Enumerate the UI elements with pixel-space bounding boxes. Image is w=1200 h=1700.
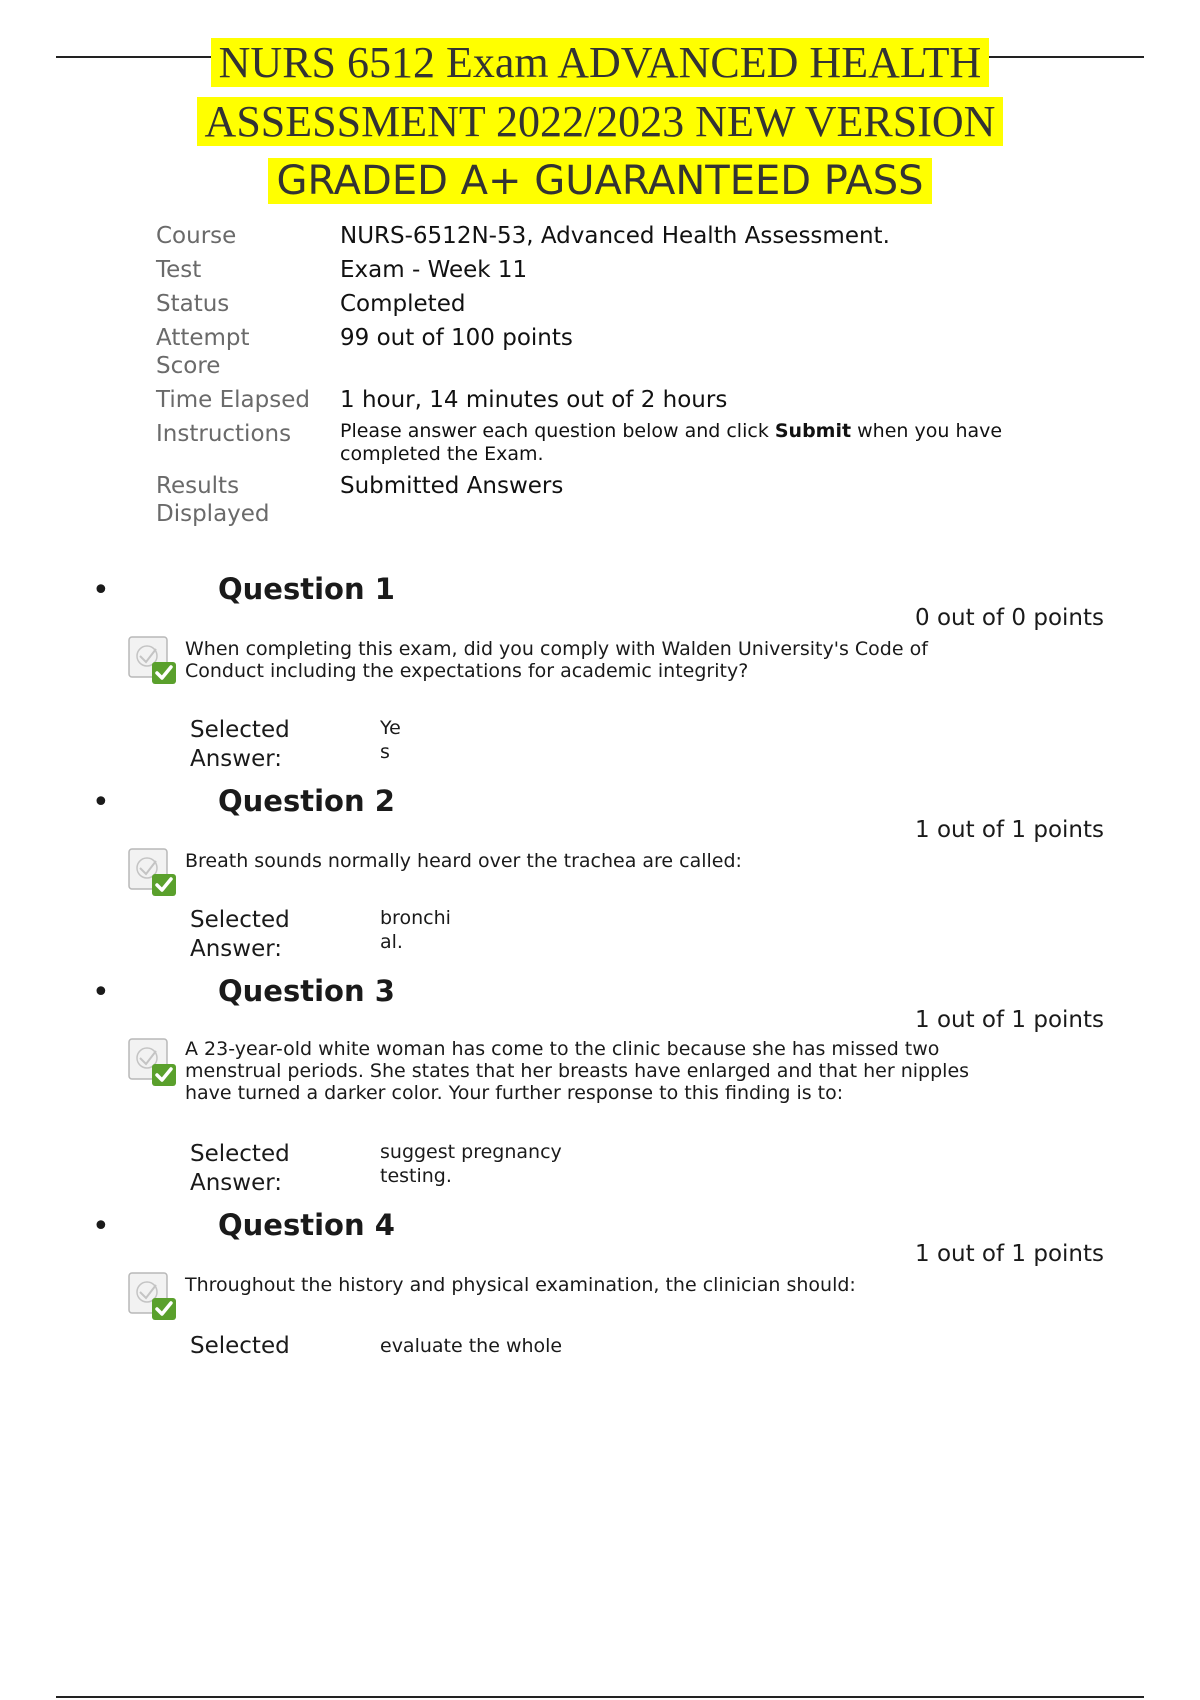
- instructions-text-pre: Please answer each question below and click: [340, 420, 769, 442]
- results-label-line-1: Results: [156, 473, 240, 499]
- question-text-line: menstrual periods. She states that her breasts have enlarged and that her nipples: [185, 1060, 970, 1082]
- question-text: [185, 1038, 1035, 1104]
- test-label: Test: [156, 257, 202, 283]
- question-title: Question 3: [218, 974, 395, 1008]
- question-text-line: A 23-year-old white woman has come to the clinic because she has missed two: [185, 1038, 940, 1060]
- results-displayed-label: [156, 472, 340, 528]
- list-bullet: •: [92, 1209, 110, 1244]
- selected-label-line-2: Answer:: [190, 746, 283, 772]
- question-text: [185, 850, 1035, 872]
- selected-label-line-1: Selected: [190, 717, 290, 743]
- results-displayed-value: Submitted Answers: [340, 473, 564, 499]
- time-elapsed-value: 1 hour, 14 minutes out of 2 hours: [340, 387, 728, 413]
- results-label-line-2: Displayed: [156, 501, 270, 527]
- course-label: Course: [156, 223, 237, 249]
- course-value: NURS-6512N-53, Advanced Health Assessment.: [340, 223, 890, 249]
- correct-answer-check-icon: [128, 1272, 178, 1322]
- instructions-row: [156, 420, 1056, 466]
- attempt-score-row: [156, 324, 1056, 380]
- selected-answer-line: Ye: [380, 717, 401, 739]
- course-row: [156, 222, 1056, 250]
- selected-answer-label: [190, 716, 340, 774]
- time-elapsed-row: [156, 386, 1056, 414]
- selected-label-line-1: Selected: [190, 1333, 290, 1359]
- document-title: [0, 38, 1200, 214]
- question-points: 1 out of 1 points: [915, 1007, 1104, 1033]
- question-title: Question 2: [218, 784, 395, 818]
- question-text-line: Conduct including the expectations for academic integrity?: [185, 660, 749, 682]
- list-bullet: •: [92, 785, 110, 820]
- status-label: Status: [156, 291, 230, 317]
- selected-label-line-2: Answer:: [190, 936, 283, 962]
- attempt-score-value: 99 out of 100 points: [340, 325, 573, 351]
- list-bullet: •: [92, 975, 110, 1010]
- title-line-1: NURS 6512 Exam ADVANCED HEALTH: [211, 38, 990, 87]
- selected-label-line-2: Answer:: [190, 1170, 283, 1196]
- instructions-submit-word: Submit: [774, 420, 852, 442]
- question-points: 1 out of 1 points: [915, 1241, 1104, 1267]
- question-title: Question 1: [218, 572, 395, 606]
- instructions-text-line-2: completed the Exam.: [340, 443, 544, 465]
- bottom-divider: [56, 1696, 1144, 1698]
- selected-answer-label: [190, 1332, 340, 1361]
- selected-answer-line: bronchi: [380, 907, 451, 929]
- correct-answer-check-icon: [128, 636, 178, 686]
- selected-answer-line: al.: [380, 931, 403, 953]
- list-bullet: •: [92, 573, 110, 608]
- question-text: [185, 1274, 1035, 1296]
- selected-answer: [380, 906, 451, 954]
- status-row: [156, 290, 1056, 318]
- instructions-value: [340, 420, 1002, 466]
- selected-answer-line: testing.: [380, 1165, 452, 1187]
- instructions-label: Instructions: [156, 421, 292, 447]
- time-elapsed-label: Time Elapsed: [156, 387, 310, 413]
- test-row: [156, 256, 1056, 284]
- question-text-line: Breath sounds normally heard over the trachea are called:: [185, 850, 742, 872]
- question-title: Question 4: [218, 1208, 395, 1242]
- title-line-3: GRADED A+ GUARANTEED PASS: [268, 158, 931, 204]
- selected-answer-line: suggest pregnancy: [380, 1141, 562, 1163]
- correct-answer-check-icon: [128, 1038, 178, 1088]
- exam-details: [156, 222, 1056, 534]
- attempt-score-label: [156, 324, 340, 380]
- correct-answer-check-icon: [128, 848, 178, 898]
- selected-answer: [380, 1140, 562, 1188]
- selected-answer: [380, 716, 401, 764]
- attempt-label-line-2: Score: [156, 353, 221, 379]
- question-text-line: Throughout the history and physical examination, the clinician should:: [185, 1274, 856, 1296]
- attempt-label-line-1: Attempt: [156, 325, 250, 351]
- question-text: [185, 638, 1035, 682]
- selected-label-line-1: Selected: [190, 1141, 290, 1167]
- results-displayed-row: [156, 472, 1056, 528]
- selected-label-line-1: Selected: [190, 907, 290, 933]
- question-points: 1 out of 1 points: [915, 817, 1104, 843]
- title-line-2: ASSESSMENT 2022/2023 NEW VERSION: [197, 97, 1004, 146]
- test-value: Exam - Week 11: [340, 257, 528, 283]
- status-value: Completed: [340, 291, 466, 317]
- question-text-line: have turned a darker color. Your further response to this finding is to:: [185, 1082, 844, 1104]
- question-points: 0 out of 0 points: [915, 605, 1104, 631]
- selected-answer: [380, 1334, 562, 1358]
- selected-answer-line: evaluate the whole: [380, 1335, 563, 1357]
- selected-answer-line: s: [380, 741, 390, 763]
- question-text-line: When completing this exam, did you comply with Walden University's Code of: [185, 638, 928, 660]
- selected-answer-label: [190, 1140, 340, 1198]
- instructions-text-post: when you have: [857, 420, 1003, 442]
- selected-answer-label: [190, 906, 340, 964]
